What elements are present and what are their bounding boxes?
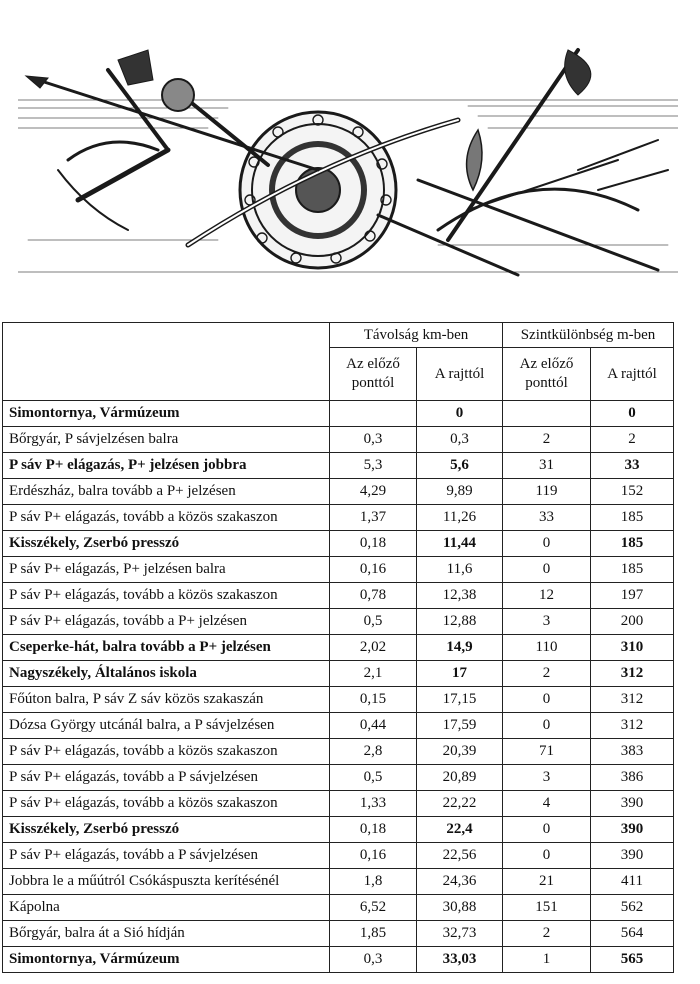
- elevation-from-start-cell: 411: [591, 869, 674, 895]
- distance-from-start-cell: 30,88: [417, 895, 503, 921]
- table-row: [3, 427, 674, 453]
- distance-from-start-cell: 24,36: [417, 869, 503, 895]
- elevation-from-previous-cell: [503, 401, 591, 427]
- header-elevation-group: Szintkülönbség m-ben: [503, 323, 674, 348]
- elevation-from-start-cell: 185: [591, 505, 674, 531]
- table-row: [3, 791, 674, 817]
- header-elevation-prev: [503, 348, 591, 401]
- elevation-from-start-cell: 383: [591, 739, 674, 765]
- checkpoint-name-cell: P sáv P+ elágazás, tovább a P+ jelzésen: [3, 609, 330, 635]
- elevation-from-start-cell: 185: [591, 531, 674, 557]
- elevation-from-start-cell: 312: [591, 687, 674, 713]
- checkpoint-name-cell: Nagyszékely, Általános iskola: [3, 661, 330, 687]
- distance-from-start-cell: 11,6: [417, 557, 503, 583]
- elevation-from-start-cell: 390: [591, 843, 674, 869]
- table-row: [3, 401, 674, 427]
- checkpoint-name-cell: P sáv P+ elágazás, P+ jelzésen balra: [3, 557, 330, 583]
- checkpoint-name-cell: Kisszékely, Zserbó presszó: [3, 531, 330, 557]
- elevation-from-start-cell: 197: [591, 583, 674, 609]
- elevation-from-previous-cell: 12: [503, 583, 591, 609]
- elevation-from-start-cell: 312: [591, 713, 674, 739]
- table-row: [3, 921, 674, 947]
- elevation-from-start-cell: 386: [591, 765, 674, 791]
- checkpoint-name-cell: Simontornya, Vármúzeum: [3, 401, 330, 427]
- checkpoint-name-cell: Simontornya, Vármúzeum: [3, 947, 330, 973]
- table-row: [3, 765, 674, 791]
- elevation-from-start-cell: 2: [591, 427, 674, 453]
- elevation-from-previous-cell: 110: [503, 635, 591, 661]
- distance-from-start-cell: 22,22: [417, 791, 503, 817]
- distance-from-start-cell: 22,56: [417, 843, 503, 869]
- elevation-from-start-cell: 33: [591, 453, 674, 479]
- route-table: [2, 322, 674, 973]
- distance-from-start-cell: 32,73: [417, 921, 503, 947]
- elevation-from-previous-cell: 2: [503, 427, 591, 453]
- checkpoint-name-cell: Erdészház, balra tovább a P+ jelzésen: [3, 479, 330, 505]
- table-row: [3, 739, 674, 765]
- distance-from-start-cell: 0: [417, 401, 503, 427]
- checkpoint-name-cell: P sáv P+ elágazás, tovább a közös szakaszon: [3, 505, 330, 531]
- header-distance-prev: [330, 348, 417, 401]
- checkpoint-name-cell: P sáv P+ elágazás, tovább a P sávjelzésen: [3, 843, 330, 869]
- table-row: [3, 531, 674, 557]
- checkpoint-name-cell: Kápolna: [3, 895, 330, 921]
- distance-from-previous-cell: 0,78: [330, 583, 417, 609]
- elevation-from-previous-cell: 119: [503, 479, 591, 505]
- table-row: [3, 843, 674, 869]
- table-row: [3, 661, 674, 687]
- table-row: [3, 895, 674, 921]
- distance-from-previous-cell: 0,16: [330, 557, 417, 583]
- distance-from-start-cell: 12,88: [417, 609, 503, 635]
- elevation-from-start-cell: 200: [591, 609, 674, 635]
- distance-from-previous-cell: 6,52: [330, 895, 417, 921]
- distance-from-previous-cell: 0,16: [330, 843, 417, 869]
- table-row: [3, 557, 674, 583]
- elevation-from-previous-cell: 0: [503, 531, 591, 557]
- distance-from-previous-cell: 1,8: [330, 869, 417, 895]
- elevation-from-start-cell: 562: [591, 895, 674, 921]
- distance-from-previous-cell: 0,3: [330, 427, 417, 453]
- checkpoint-name-cell: P sáv P+ elágazás, P+ jelzésen jobbra: [3, 453, 330, 479]
- distance-from-start-cell: 9,89: [417, 479, 503, 505]
- elevation-from-previous-cell: 1: [503, 947, 591, 973]
- elevation-from-start-cell: 185: [591, 557, 674, 583]
- distance-from-previous-cell: 0,3: [330, 947, 417, 973]
- header-elevation-start: A rajttól: [591, 348, 674, 401]
- distance-from-start-cell: 14,9: [417, 635, 503, 661]
- distance-from-previous-cell: 5,3: [330, 453, 417, 479]
- distance-from-start-cell: 20,89: [417, 765, 503, 791]
- distance-from-previous-cell: 0,44: [330, 713, 417, 739]
- distance-from-previous-cell: 1,33: [330, 791, 417, 817]
- distance-from-previous-cell: 2,8: [330, 739, 417, 765]
- table-row: [3, 817, 674, 843]
- distance-from-previous-cell: 0,5: [330, 765, 417, 791]
- distance-from-previous-cell: 0,5: [330, 609, 417, 635]
- table-row: [3, 609, 674, 635]
- elevation-from-previous-cell: 0: [503, 687, 591, 713]
- elevation-from-start-cell: 564: [591, 921, 674, 947]
- route-table-header: [3, 323, 674, 401]
- distance-from-start-cell: 17: [417, 661, 503, 687]
- elevation-from-previous-cell: 0: [503, 713, 591, 739]
- distance-from-previous-cell: 0,18: [330, 817, 417, 843]
- elevation-from-start-cell: 390: [591, 817, 674, 843]
- elevation-from-previous-cell: 0: [503, 817, 591, 843]
- weapons-engraving-illustration: [18, 40, 678, 280]
- elevation-from-previous-cell: 4: [503, 791, 591, 817]
- table-row: [3, 635, 674, 661]
- elevation-from-previous-cell: 33: [503, 505, 591, 531]
- header-distance-prev-line2: ponttól: [351, 375, 395, 391]
- table-row: [3, 583, 674, 609]
- distance-from-start-cell: 5,6: [417, 453, 503, 479]
- elevation-from-previous-cell: 2: [503, 921, 591, 947]
- elevation-from-start-cell: 390: [591, 791, 674, 817]
- distance-from-previous-cell: 0,18: [330, 531, 417, 557]
- header-distance-start: A rajttól: [417, 348, 503, 401]
- route-table-body: [3, 401, 674, 973]
- distance-from-start-cell: 33,03: [417, 947, 503, 973]
- distance-from-previous-cell: 1,37: [330, 505, 417, 531]
- elevation-from-previous-cell: 151: [503, 895, 591, 921]
- distance-from-start-cell: 20,39: [417, 739, 503, 765]
- header-blank-cell: [3, 323, 330, 401]
- table-row: [3, 713, 674, 739]
- checkpoint-name-cell: Kisszékely, Zserbó presszó: [3, 817, 330, 843]
- distance-from-start-cell: 17,59: [417, 713, 503, 739]
- header-elevation-prev-line2: ponttól: [525, 375, 568, 391]
- table-row: [3, 479, 674, 505]
- distance-from-previous-cell: 2,1: [330, 661, 417, 687]
- checkpoint-name-cell: Főúton balra, P sáv Z sáv közös szakaszán: [3, 687, 330, 713]
- distance-from-start-cell: 12,38: [417, 583, 503, 609]
- table-row: [3, 869, 674, 895]
- checkpoint-name-cell: P sáv P+ elágazás, tovább a P sávjelzésen: [3, 765, 330, 791]
- checkpoint-name-cell: Bőrgyár, balra át a Sió hídján: [3, 921, 330, 947]
- distance-from-previous-cell: 1,85: [330, 921, 417, 947]
- distance-from-previous-cell: 2,02: [330, 635, 417, 661]
- elevation-from-previous-cell: 0: [503, 843, 591, 869]
- checkpoint-name-cell: Cseperke-hát, balra tovább a P+ jelzésen: [3, 635, 330, 661]
- elevation-from-previous-cell: 3: [503, 609, 591, 635]
- elevation-from-previous-cell: 0: [503, 557, 591, 583]
- table-row: [3, 947, 674, 973]
- checkpoint-name-cell: Bőrgyár, P sávjelzésen balra: [3, 427, 330, 453]
- checkpoint-name-cell: Dózsa György utcánál balra, a P sávjelzésen: [3, 713, 330, 739]
- distance-from-start-cell: 11,44: [417, 531, 503, 557]
- header-elevation-prev-line1: Az előző: [519, 356, 574, 372]
- header-distance-prev-line1: Az előző: [346, 356, 400, 372]
- distance-from-previous-cell: [330, 401, 417, 427]
- distance-from-start-cell: 0,3: [417, 427, 503, 453]
- checkpoint-name-cell: P sáv P+ elágazás, tovább a közös szakaszon: [3, 583, 330, 609]
- distance-from-previous-cell: 4,29: [330, 479, 417, 505]
- elevation-from-start-cell: 152: [591, 479, 674, 505]
- table-row: [3, 687, 674, 713]
- distance-from-previous-cell: 0,15: [330, 687, 417, 713]
- elevation-from-previous-cell: 71: [503, 739, 591, 765]
- distance-from-start-cell: 11,26: [417, 505, 503, 531]
- checkpoint-name-cell: Jobbra le a műútról Csókáspuszta kerítésénél: [3, 869, 330, 895]
- elevation-from-previous-cell: 21: [503, 869, 591, 895]
- elevation-from-previous-cell: 3: [503, 765, 591, 791]
- distance-from-start-cell: 17,15: [417, 687, 503, 713]
- elevation-from-previous-cell: 2: [503, 661, 591, 687]
- elevation-from-start-cell: 0: [591, 401, 674, 427]
- table-row: [3, 453, 674, 479]
- elevation-from-start-cell: 310: [591, 635, 674, 661]
- elevation-from-start-cell: 565: [591, 947, 674, 973]
- header-distance-group: Távolság km-ben: [330, 323, 503, 348]
- checkpoint-name-cell: P sáv P+ elágazás, tovább a közös szakaszon: [3, 739, 330, 765]
- checkpoint-name-cell: P sáv P+ elágazás, tovább a közös szakaszon: [3, 791, 330, 817]
- table-row: [3, 505, 674, 531]
- distance-from-start-cell: 22,4: [417, 817, 503, 843]
- elevation-from-previous-cell: 31: [503, 453, 591, 479]
- elevation-from-start-cell: 312: [591, 661, 674, 687]
